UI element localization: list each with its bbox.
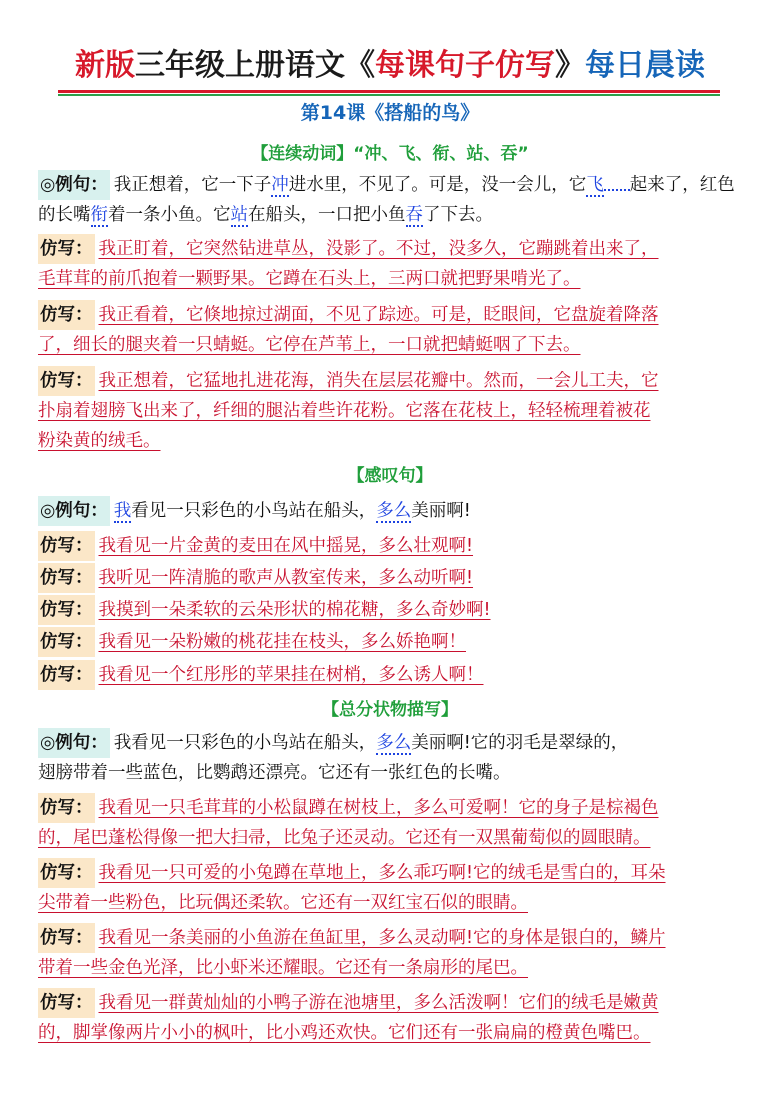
section-2-item-2 [38,563,744,593]
section-3-heading: 【总分状物描写】 [322,700,458,720]
section-1-heading: 【连续动词】“冲、飞、衔、站、吞” [251,144,529,164]
imitation-line: 的，尾巴蓬松得像一把大扫帚，比兔子还灵动。它还有一双黑葡萄似的圆眼睛。 [38,828,651,848]
title-part-2: 三年级上册语文《 [135,48,375,83]
section-2-heading: 【感叹句】 [347,466,433,486]
imitation-line: 我看见一条美丽的小鱼游在鱼缸里，多么灵动啊!它的身体是银白的，鳞片 [98,928,666,948]
lesson-title: 第14课《搭船的鸟》 [300,102,480,124]
imitation-line: 我看见一朵粉嫩的桃花挂在枝头，多么娇艳啊！ [98,632,466,652]
keyword-chong: 冲 [271,175,289,195]
section-2-example [38,496,744,526]
example-label: ◎例句： [38,728,110,758]
keyword-tun: 吞 [405,205,423,225]
section-3-example [38,728,744,788]
example-text: 我看见一只彩色的小鸟站在船头，多么美丽啊! [113,501,471,521]
imitation-line: 我看见一群黄灿灿的小鸭子游在池塘里，多么活泼啊！它们的绒毛是嫩黄 [98,993,659,1013]
keyword-xian: 衔 [90,205,108,225]
title-part-4: 》 [555,48,585,83]
section-2-item-4 [38,627,744,657]
example-text-line-2: 翅膀带着一些蓝色，比鹦鹉还漂亮。它还有一张红色的长嘴。 [38,763,511,783]
section-3-item-3 [38,923,744,983]
section-3-item-4 [38,988,744,1048]
imitation-label: 仿写： [38,595,95,625]
imitation-label: 仿写： [38,234,95,264]
section-2-item-1 [38,531,744,561]
imitation-label: 仿写： [38,988,95,1018]
main-title [0,44,780,88]
imitation-line: 我看见一片金黄的麦田在风中摇晃，多么壮观啊! [98,536,474,556]
imitation-line: 我正看着，它倏地掠过湖面，不见了踪迹。可是，眨眼间，它盘旋着降落 [98,305,659,325]
keyword-duome: 多么 [376,733,412,753]
imitation-line: 我摸到一朵柔软的云朵形状的棉花糖，多么奇妙啊! [98,600,491,620]
imitation-line: 我正想着，它猛地扎进花海，消失在层层花瓣中。然而，一会儿工夫，它 [98,371,659,391]
title-rule-red [58,90,720,93]
imitation-line: 尖带着一些粉色，比玩偶还柔软。它还有一双红宝石似的眼睛。 [38,893,528,913]
title-part-1: 新版 [75,48,135,83]
imitation-label: 仿写： [38,793,95,823]
keyword-duome: 多么 [376,501,412,521]
imitation-line: 毛茸茸的前爪抱着一颗野果。它蹲在石头上，三两口就把野果啃光了。 [38,269,581,289]
imitation-label: 仿写： [38,366,95,396]
example-text: 我正想着，它一下子冲进水里，不见了。可是，没一会儿，它飞 起来了，红色的长嘴衔着一条小鱼。它站在船头，一口把小鱼吞了下去。 [38,175,735,225]
imitation-line: 扑扇着翅膀飞出来了，纤细的腿沾着些许花粉。它落在花枝上，轻轻梳理着被花 [38,401,651,421]
section-2-item-3 [38,595,744,625]
section-3-item-1 [38,793,744,853]
imitation-label: 仿写： [38,660,95,690]
title-part-3: 每课句子仿写 [375,48,555,83]
title-part-5: 每日晨读 [585,48,705,83]
section-1-item-3 [38,366,744,456]
example-label: ◎例句： [38,170,110,200]
imitation-line: 我看见一个红彤彤的苹果挂在树梢，多么诱人啊！ [98,665,484,685]
imitation-line: 我看见一只可爱的小兔蹲在草地上，多么乖巧啊!它的绒毛是雪白的，耳朵 [98,863,666,883]
imitation-line: 带着一些金色光泽，比小虾米还耀眼。它还有一条扇形的尾巴。 [38,958,528,978]
imitation-line: 了，细长的腿夹着一只蜻蜓。它停在芦苇上，一口就把蜻蜓咽了下去。 [38,335,581,355]
section-3-item-2 [38,858,744,918]
section-1-example [38,170,744,230]
keyword-tail-mark [604,179,630,191]
imitation-label: 仿写： [38,563,95,593]
imitation-label: 仿写： [38,531,95,561]
imitation-label: 仿写： [38,858,95,888]
imitation-line: 我正盯着，它突然钻进草丛，没影了。不过，没多久，它蹦跳着出来了， [98,239,659,259]
imitation-label: 仿写： [38,923,95,953]
imitation-line: 我听见一阵清脆的歌声从教室传来，多么动听啊! [98,568,474,588]
imitation-line: 的，脚掌像两片小小的枫叶，比小鸡还欢快。它们还有一张扁扁的橙黄色嘴巴。 [38,1023,651,1043]
section-2-item-5 [38,660,744,690]
example-text: 我看见一只彩色的小鸟站在船头，多么美丽啊!它的羽毛是翠绿的， [113,733,629,753]
section-1-item-1 [38,234,744,294]
imitation-line: 粉染黄的绒毛。 [38,431,161,451]
example-label: ◎例句： [38,496,110,526]
keyword-wo: 我 [113,501,132,521]
imitation-label: 仿写： [38,300,95,330]
title-rule-green [58,94,720,96]
section-1-item-2 [38,300,744,360]
imitation-label: 仿写： [38,627,95,657]
keyword-fei: 飞 [586,175,604,195]
imitation-line: 我看见一只毛茸茸的小松鼠蹲在树枝上，多么可爱啊！它的身子是棕褐色 [98,798,659,818]
keyword-zhan: 站 [230,205,248,225]
